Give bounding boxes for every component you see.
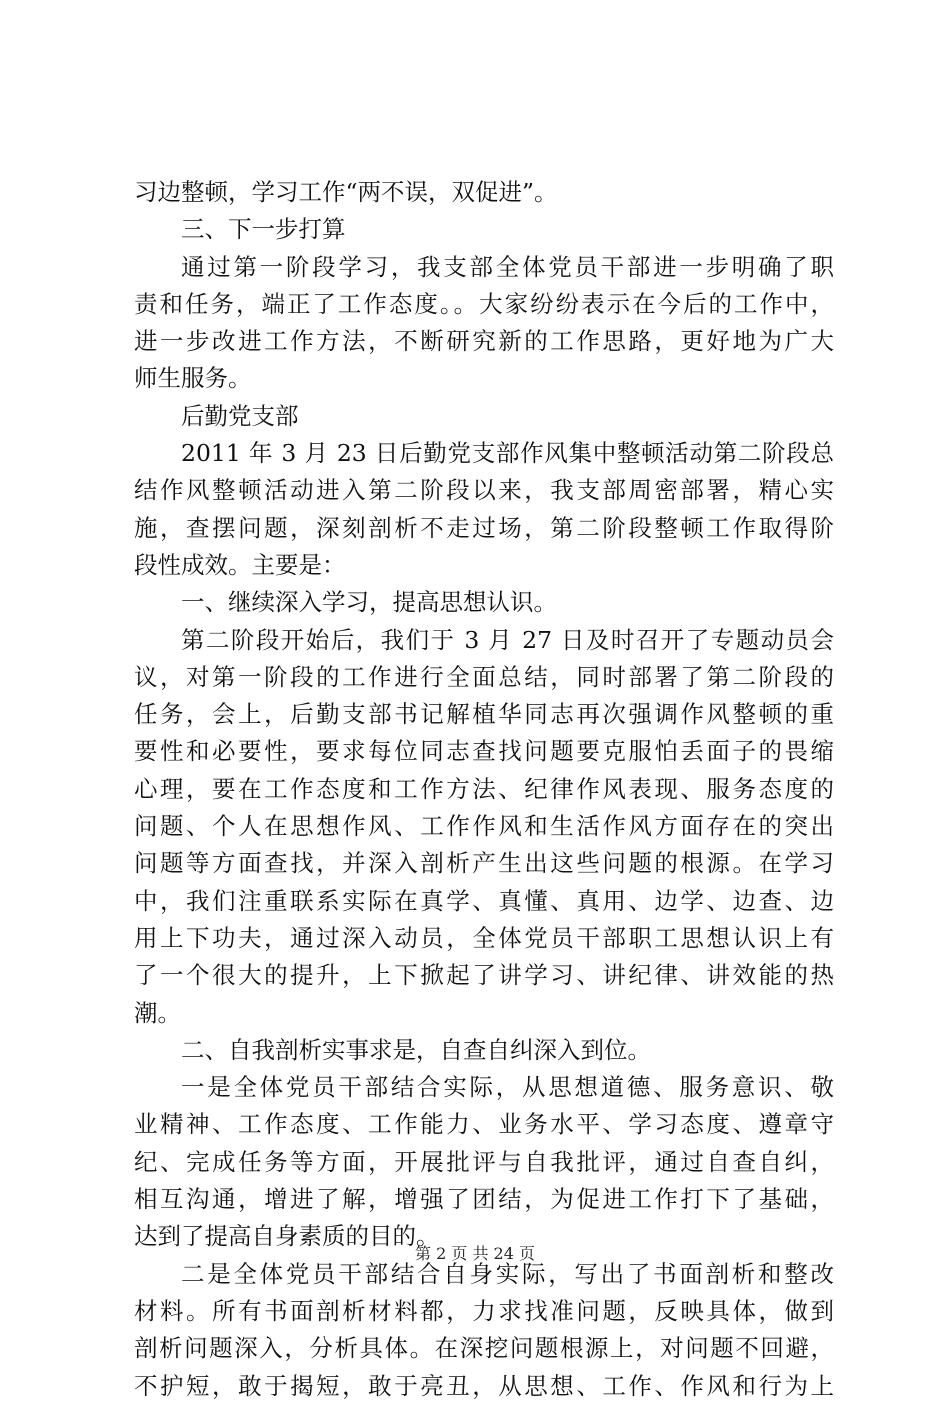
text-line: 不护短，敢于揭短，敢于亮丑，从思想、工作、作风和行为上 [134,1371,834,1400]
text-line: 进一步改进工作方法，不断研究新的工作思路，更好地为广大 [134,327,834,356]
text-line: 师生服务。 [134,364,252,393]
text-line: 议，对第一阶段的工作进行全面总结，同时部署了第二阶段的 [134,662,834,691]
text-line: 纪、完成任务等方面，开展批评与自我批评，通过自查自纠， [134,1147,834,1176]
text-line: 2011 年 3 月 23 日后勤党支部作风集中整顿活动第二阶段总 [181,439,834,468]
text-line: 段性成效。主要是： [134,550,346,579]
text-line: 心理，要在工作态度和工作方法、纪律作风表现、服务态度的 [134,774,834,803]
text-line: 了一个很大的提升，上下掀起了讲学习、讲纪律、讲效能的热 [134,961,834,990]
text-line: 用上下功夫，通过深入动员，全体党员干部职工思想认识上有 [134,923,834,952]
text-line: 潮。 [134,998,181,1027]
text-line: 二是全体党员干部结合自身实际，写出了书面剖析和整改 [181,1259,834,1288]
text-line: 中，我们注重联系实际在真学、真懂、真用、边学、边查、边 [134,886,834,915]
page-number: 第 2 页 共 24 页 [415,1244,535,1263]
document-title: 后勤党支部 [181,401,299,430]
text-line: 剖析问题深入，分析具体。在深挖问题根源上，对问题不回避， [134,1334,834,1363]
text-line: 相互沟通，增进了解，增强了团结，为促进工作打下了基础， [134,1185,834,1214]
section-heading: 一、继续深入学习，提高思想认识。 [181,588,557,617]
text-line: 材料。所有书面剖析材料都，力求找准问题，反映具体，做到 [134,1296,834,1325]
document-body [134,174,834,1405]
text-line: 一是全体党员干部结合实际，从思想道德、服务意识、敬 [181,1073,834,1102]
text-line: 通过第一阶段学习，我支部全体党员干部进一步明确了职 [181,252,834,281]
text-line: 第二阶段开始后，我们于 3 月 27 日及时召开了专题动员会 [181,625,834,654]
text-line: 施，查摆问题，深刻剖析不走过场，第二阶段整顿工作取得阶 [134,513,834,542]
text-line: 任务，会上，后勤支部书记解植华同志再次强调作风整顿的重 [134,700,834,729]
text-line: 业精神、工作态度、工作能力、业务水平、学习态度、遵章守 [134,1110,834,1139]
text-line: 结作风整顿活动进入第二阶段以来，我支部周密部署，精心实 [134,476,834,505]
text-line: 问题等方面查找，并深入剖析产生出这些问题的根源。在学习 [134,849,834,878]
text-line: 问题、个人在思想作风、工作作风和生活作风方面存在的突出 [134,812,834,841]
text-line: 习边整顿，学习工作“两不误，双促进”。 [134,178,558,206]
text-line: 责和任务，端正了工作态度。。大家纷纷表示在今后的工作中， [134,289,834,318]
text-line: 达到了提高自身素质的目的。 [134,1222,440,1251]
section-heading: 三、下一步打算 [181,215,346,244]
text-line: 要性和必要性，要求每位同志查找问题要克服怕丢面子的畏缩 [134,737,834,766]
section-heading: 二、自我剖析实事求是，自查自纠深入到位。 [181,1035,651,1064]
